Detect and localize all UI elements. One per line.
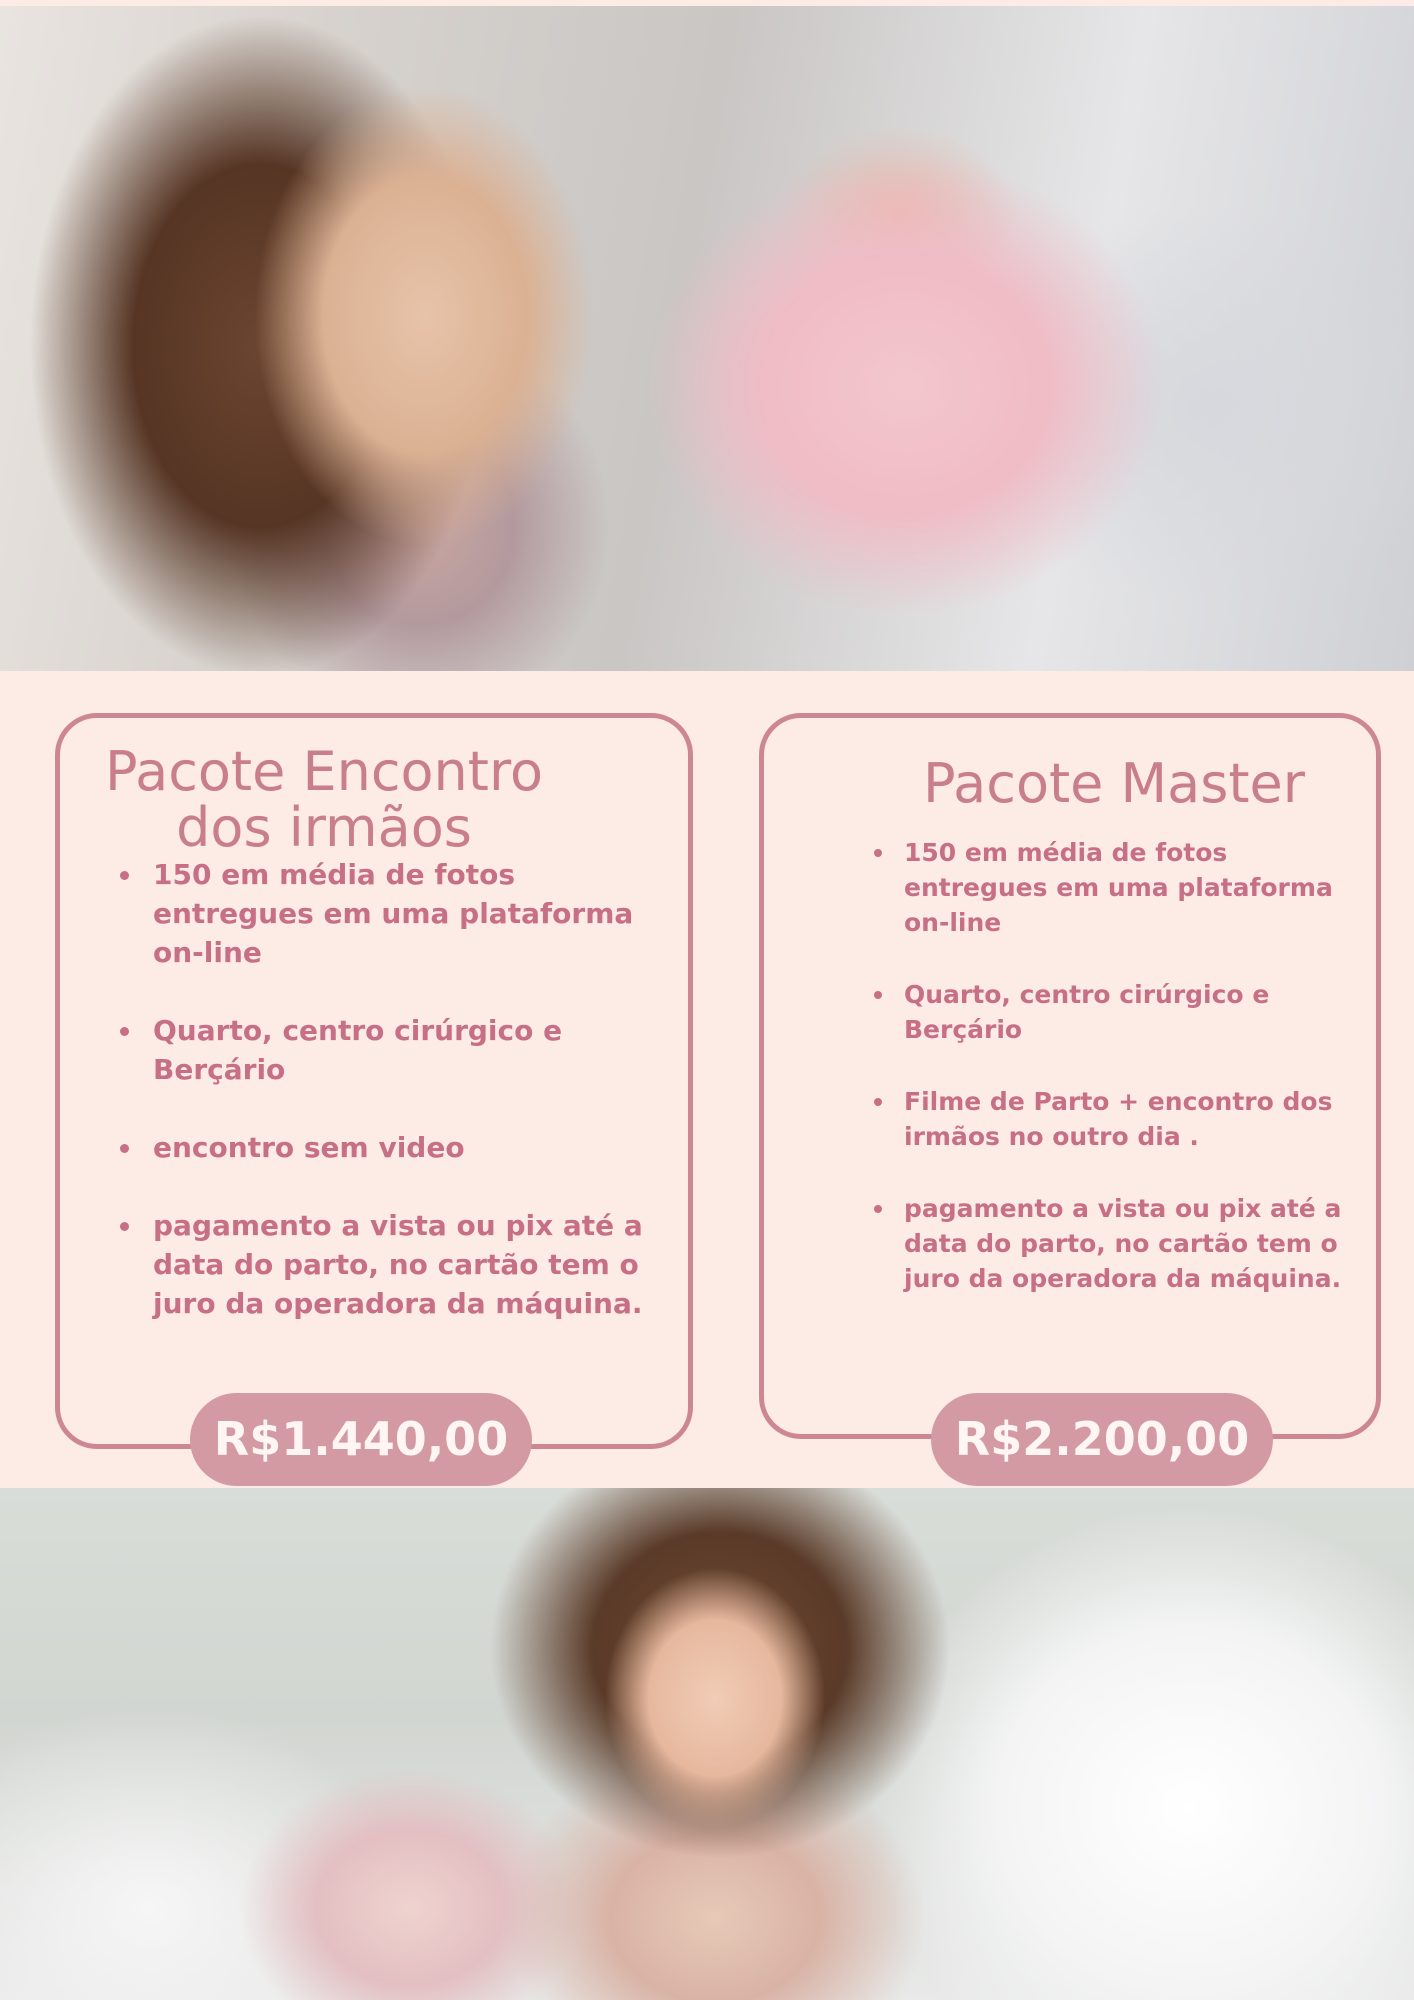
package-title-line-1: Pacote Master [923,752,1305,815]
feature-item: 150 em média de fotos entregues em uma plataforma on-line [904,835,1344,940]
feature-item: pagamento a vista ou pix até a data do parto, no cartão tem o juro da operadora da máquina. [904,1191,1344,1296]
feature-item: Quarto, centro cirúrgico e Berçário [904,977,1344,1047]
package-title [894,752,1334,815]
price-badge-encontro: R$1.440,00 [190,1393,532,1486]
feature-item: pagamento a vista ou pix até a data do parto, no cartão tem o juro da operadora da máquina. [153,1206,673,1323]
feature-list [153,855,673,1362]
package-title-line-2: dos irmãos [176,795,472,859]
feature-item: 150 em média de fotos entregues em uma plataforma on-line [153,855,673,972]
package-card-master [759,713,1381,1439]
package-title-line-1: Pacote Encontro [104,740,544,803]
feature-list [904,835,1344,1333]
top-photo [0,6,1414,671]
feature-item: Filme de Parto + encontro dos irmãos no outro dia . [904,1084,1344,1154]
package-card-encontro [55,713,693,1449]
feature-item: encontro sem video [153,1128,673,1167]
bottom-photo [0,1488,1414,2000]
price-badge-master: R$2.200,00 [931,1393,1273,1486]
feature-item: Quarto, centro cirúrgico e Berçário [153,1011,673,1089]
package-title [60,740,588,859]
